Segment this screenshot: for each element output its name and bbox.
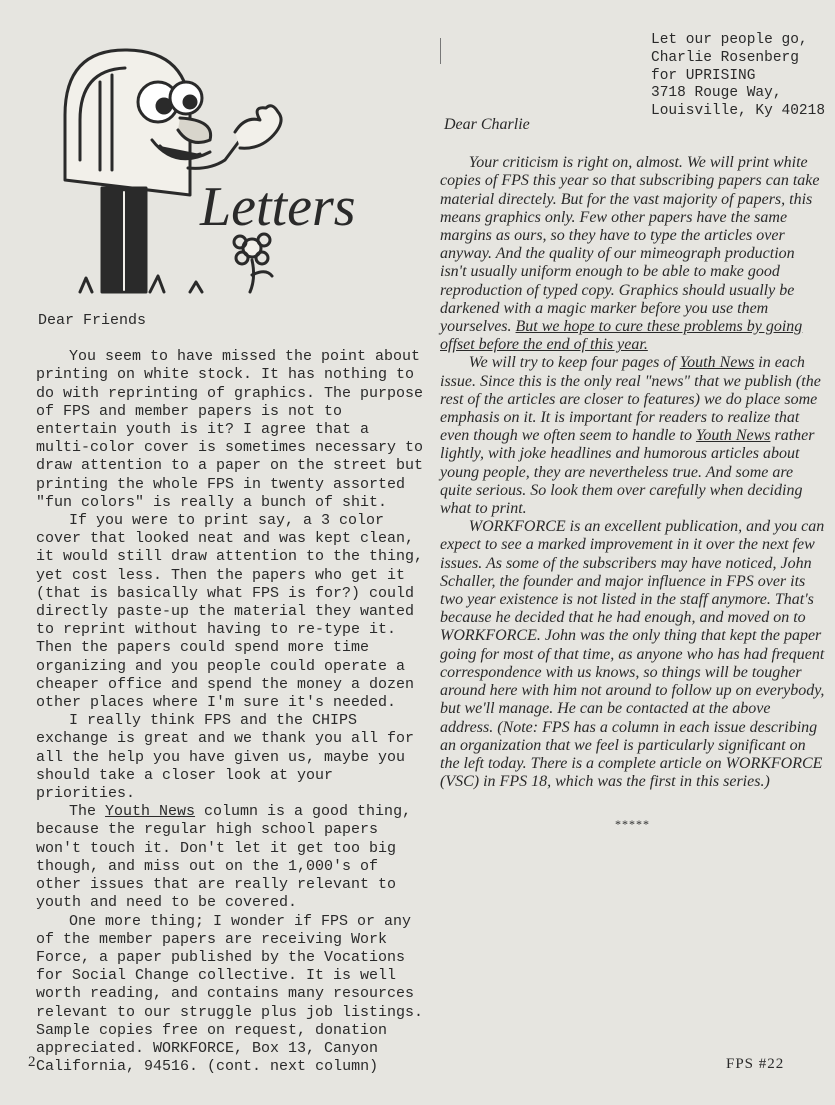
continued-note: (cont. next column) <box>207 1058 379 1076</box>
letter-paragraph: I really think FPS and the CHIPS exchange is great and we thank you all for all the help you have given us, maybe you should take a closer look at your priorities. <box>36 712 415 803</box>
masthead-title: Letters <box>200 176 356 238</box>
letter-greeting: Dear Friends <box>38 312 147 329</box>
reply-greeting: Dear Charlie <box>444 116 530 133</box>
reply-paragraph: WORKFORCE is an excellent publication, and you can expect to see a marked improvement in it over the next few issues. As some of the subscribers may have noticed, John Schaller, the founder and major influence in FPS over its two year existence is not listed in the staff anymore. That's because he decided that he had enough, and moved on to WORKFORCE. John was the only thing that kept the paper going for most of that time, as anyone who has had frequent correspondence with us knows, so things will be tougher around here with him not around to follow up on everybody, but we'll manage. He can be contacted at the above address. (Note: FPS has a column in each issue describing an organization that we feel is particularly significant on the left today. There is a complete article on WORKFORCE (VSC) in FPS 18, which was the first in this series.) <box>440 518 825 791</box>
page-number: 2 <box>28 1054 36 1070</box>
margin-mark <box>440 38 441 64</box>
letter-paragraph: The Youth News column is a good thing, because the regular high school papers won't touch it. Don't let it get too big though, and miss out on the 1,000's of other issues that are really relevant to youth and need to be covered. <box>36 803 412 912</box>
reader-letter <box>36 312 426 1076</box>
editor-reply <box>440 116 825 834</box>
reply-paragraph: Your criticism is right on, almost. We will print white copies of FPS this year so that subscribing papers can take material directely. But for the vast majority of papers, this means graphics only. Few other papers have the same margins as ours, so they have to type the articles over anyway. And the quality of our mimeograph production isn't usually uniform enough to be able to make good reproduction of typed copy. Graphics should usually be darkened with a magic marker before you use them yourselves. But we hope to cure these problems by going offset before the end of this year. <box>440 154 820 354</box>
mailbox-cartoon-illustration <box>40 20 395 295</box>
signature-address-block: Let our people go, Charlie Rosenberg for UPRISING 3718 Rouge Way, Louisville, Ky 40218 <box>651 32 826 120</box>
section-separator: ***** <box>615 817 650 832</box>
reply-paragraph: We will try to keep four pages of Youth News in each issue. Since this is the only real "news" that we publish (the rest of the articles are closer to features) we do place some emphasis on it. It is important for readers to realize that even though we often seem to handle to Youth News rather lightly, with joke headlines and humorous articles about young people, they are nevertheless true. And some are quite serious. So look them over carefully when deciding what to print. <box>440 354 821 518</box>
letter-paragraph: One more thing; I wonder if FPS or any of the member papers are receiving Work Force, a paper published by the Vocations for Social Change collective. It is well worth reading, and contains many resources relevant to our struggle plus job listings. Sample copies free on request, donation appreciated. WORKFORCE, Box 13, Canyon California, 94516. (cont. next column) <box>36 912 424 1076</box>
youth-news-reference: Youth News <box>105 803 196 821</box>
issue-label: FPS #22 <box>726 1056 785 1072</box>
letter-paragraph: If you were to print say, a 3 color cover that looked neat and was kept clean, it would still draw attention to the thing, yet cost less. Then the papers who get it (that is basically what FPS is for?) could directly paste-up the material they wanted to reprint without having to re-type it. Then the papers could spend more time organizing and you people could operate a cheaper office and spend the money a dozen other places where I'm sure it's needed. <box>36 512 424 712</box>
letter-paragraph: You seem to have missed the point about printing on white stock. It has nothing to do with reprinting of graphics. The purpose of FPS and member papers is not to entertain youth is it? I agree that a multi-color cover is sometimes necessary to draw attention to a paper on the street but printing the whole FPS in twenty assorted "fun colors" is really a bunch of shit. <box>36 348 424 511</box>
